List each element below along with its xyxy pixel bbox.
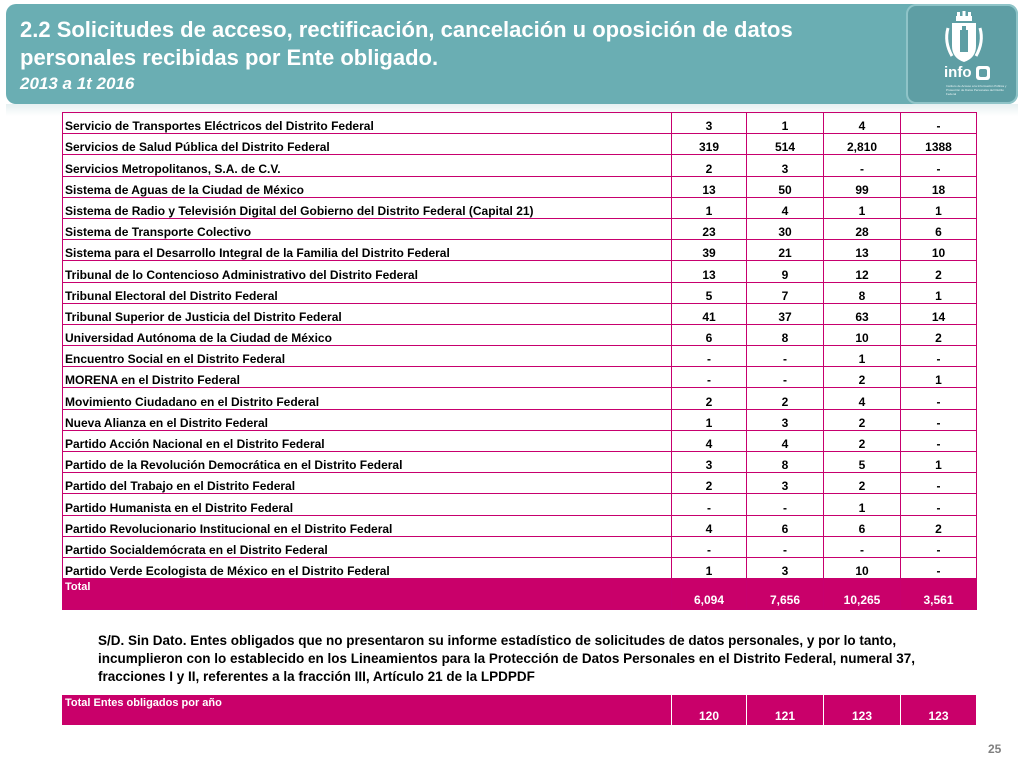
value-cell: 1: [901, 197, 977, 218]
entity-name-cell: Sistema de Transporte Colectivo: [63, 218, 672, 239]
entity-name-cell: Servicio de Transportes Eléctricos del Distrito Federal: [63, 113, 672, 134]
table-row: [63, 346, 977, 367]
value-cell: 3: [747, 409, 824, 430]
value-cell: -: [672, 494, 747, 515]
value-cell: 99: [824, 176, 901, 197]
value-cell: 1: [672, 197, 747, 218]
entity-name-cell: Universidad Autónoma de la Ciudad de México: [63, 324, 672, 345]
entity-name-cell: Movimiento Ciudadano en el Distrito Federal: [63, 388, 672, 409]
entity-name-cell: Tribunal Electoral del Distrito Federal: [63, 282, 672, 303]
value-cell: -: [901, 346, 977, 367]
total-value: 6,094: [672, 579, 747, 610]
table-row: [63, 282, 977, 303]
totals-by-year-table: [62, 694, 977, 726]
table-row: [63, 155, 977, 176]
value-cell: 2: [901, 515, 977, 536]
value-cell: 4: [672, 430, 747, 451]
entity-name-cell: Encuentro Social en el Distrito Federal: [63, 346, 672, 367]
entity-name-cell: Partido Revolucionario Institucional en el Distrito Federal: [63, 515, 672, 536]
table-row: [63, 430, 977, 451]
value-cell: 10: [824, 324, 901, 345]
value-cell: 6: [824, 515, 901, 536]
value-cell: 4: [672, 515, 747, 536]
value-cell: 3: [672, 452, 747, 473]
value-cell: 6: [747, 515, 824, 536]
header-banner: [6, 4, 1018, 104]
value-cell: 1: [901, 367, 977, 388]
total-label: Total: [63, 579, 672, 610]
value-cell: -: [747, 494, 824, 515]
value-cell: 3: [672, 113, 747, 134]
footnote: S/D. Sin Dato. Entes obligados que no presentaron su informe estadístico de solicitudes de datos personales, y por lo tanto, incumplieron con lo establecido en los Lineamientos para la Protección de Datos Personales en el Distrito Federal, numeral 37, fracciones I y II, referentes a la fracción III, Artículo 21 de la LPDPDF: [98, 633, 915, 684]
value-cell: 4: [747, 430, 824, 451]
totals-by-year-value: 123: [824, 695, 901, 726]
totals-by-year-value: 123: [901, 695, 977, 726]
value-cell: 4: [747, 197, 824, 218]
value-cell: 14: [901, 303, 977, 324]
entity-name-cell: Sistema de Aguas de la Ciudad de México: [63, 176, 672, 197]
value-cell: 1: [824, 197, 901, 218]
page-subtitle: 2013 a 1t 2016: [20, 74, 135, 93]
value-cell: 1: [824, 346, 901, 367]
value-cell: 21: [747, 240, 824, 261]
table-row: [63, 113, 977, 134]
value-cell: -: [672, 536, 747, 557]
table-row: [63, 176, 977, 197]
value-cell: -: [901, 536, 977, 557]
value-cell: 5: [824, 452, 901, 473]
value-cell: -: [901, 557, 977, 578]
table-row: [63, 557, 977, 578]
value-cell: 2: [824, 409, 901, 430]
requests-table: [62, 112, 977, 610]
entity-name-cell: Nueva Alianza en el Distrito Federal: [63, 409, 672, 430]
totals-by-year-value: 121: [747, 695, 824, 726]
value-cell: 8: [824, 282, 901, 303]
value-cell: 1: [824, 494, 901, 515]
table-row: [63, 324, 977, 345]
value-cell: 5: [672, 282, 747, 303]
value-cell: 2: [672, 473, 747, 494]
value-cell: 2: [901, 324, 977, 345]
value-cell: 2: [824, 473, 901, 494]
value-cell: 13: [672, 261, 747, 282]
table-row: [63, 515, 977, 536]
value-cell: 13: [824, 240, 901, 261]
value-cell: 1: [747, 113, 824, 134]
value-cell: -: [901, 113, 977, 134]
value-cell: -: [901, 388, 977, 409]
entity-name-cell: Partido del Trabajo en el Distrito Federal: [63, 473, 672, 494]
value-cell: 1: [901, 452, 977, 473]
value-cell: -: [901, 409, 977, 430]
value-cell: -: [901, 473, 977, 494]
entity-name-cell: Sistema para el Desarrollo Integral de la Familia del Distrito Federal: [63, 240, 672, 261]
entity-name-cell: Partido de la Revolución Democrática en el Distrito Federal: [63, 452, 672, 473]
entity-name-cell: Sistema de Radio y Televisión Digital del Gobierno del Distrito Federal (Capital 21): [63, 197, 672, 218]
table-row: [63, 409, 977, 430]
value-cell: 10: [824, 557, 901, 578]
value-cell: -: [824, 536, 901, 557]
value-cell: 23: [672, 218, 747, 239]
value-cell: -: [747, 346, 824, 367]
page-title-line-2: personales recibidas por Ente obligado.: [20, 45, 439, 70]
table-row: [63, 134, 977, 155]
entity-name-cell: Partido Socialdemócrata en el Distrito Federal: [63, 536, 672, 557]
value-cell: 1: [672, 409, 747, 430]
value-cell: 39: [672, 240, 747, 261]
totals-by-year-label: Total Entes obligados por año: [63, 695, 672, 726]
value-cell: -: [747, 536, 824, 557]
total-row: [63, 579, 977, 610]
value-cell: 1388: [901, 134, 977, 155]
value-cell: 3: [747, 473, 824, 494]
value-cell: 8: [747, 324, 824, 345]
value-cell: 18: [901, 176, 977, 197]
entity-name-cell: Servicios Metropolitanos, S.A. de C.V.: [63, 155, 672, 176]
value-cell: 2,810: [824, 134, 901, 155]
value-cell: 37: [747, 303, 824, 324]
value-cell: 3: [747, 557, 824, 578]
value-cell: -: [901, 430, 977, 451]
value-cell: 2: [672, 155, 747, 176]
value-cell: 4: [824, 113, 901, 134]
logo-fine-print: Instituto de Acceso a la Información Pública y Protección de Datos Personales del Distrito Federal: [946, 84, 1007, 96]
total-value: 10,265: [824, 579, 901, 610]
info-logo: [906, 4, 1018, 104]
value-cell: 1: [901, 282, 977, 303]
entity-name-cell: Partido Acción Nacional en el Distrito Federal: [63, 430, 672, 451]
value-cell: 2: [901, 261, 977, 282]
entity-name-cell: Tribunal de lo Contencioso Administrativo del Distrito Federal: [63, 261, 672, 282]
value-cell: 10: [901, 240, 977, 261]
value-cell: 12: [824, 261, 901, 282]
entity-name-cell: Partido Humanista en el Distrito Federal: [63, 494, 672, 515]
value-cell: 2: [672, 388, 747, 409]
value-cell: -: [824, 155, 901, 176]
table-row: [63, 261, 977, 282]
page-title-line-1: 2.2 Solicitudes de acceso, rectificación, cancelación u oposición de datos: [20, 17, 793, 42]
table-row: [63, 218, 977, 239]
entity-name-cell: Partido Verde Ecologista de México en el Distrito Federal: [63, 557, 672, 578]
value-cell: -: [672, 367, 747, 388]
value-cell: -: [901, 494, 977, 515]
value-cell: 13: [672, 176, 747, 197]
table-row: [63, 494, 977, 515]
value-cell: 8: [747, 452, 824, 473]
value-cell: 514: [747, 134, 824, 155]
value-cell: 7: [747, 282, 824, 303]
value-cell: 4: [824, 388, 901, 409]
value-cell: 30: [747, 218, 824, 239]
value-cell: 41: [672, 303, 747, 324]
value-cell: 1: [672, 557, 747, 578]
table-row: [63, 536, 977, 557]
entity-name-cell: Tribunal Superior de Justicia del Distrito Federal: [63, 303, 672, 324]
value-cell: 319: [672, 134, 747, 155]
table-row: [63, 367, 977, 388]
table-row: [63, 303, 977, 324]
value-cell: -: [747, 367, 824, 388]
value-cell: 28: [824, 218, 901, 239]
value-cell: 50: [747, 176, 824, 197]
value-cell: 6: [672, 324, 747, 345]
table-row: [63, 197, 977, 218]
value-cell: 6: [901, 218, 977, 239]
page-number: 25: [988, 742, 1002, 756]
entity-name-cell: Servicios de Salud Pública del Distrito Federal: [63, 134, 672, 155]
header-text: [20, 16, 793, 95]
value-cell: 63: [824, 303, 901, 324]
totals-by-year-row: [63, 695, 977, 726]
entity-name-cell: MORENA en el Distrito Federal: [63, 367, 672, 388]
table-row: [63, 240, 977, 261]
value-cell: -: [901, 155, 977, 176]
table-row: [63, 452, 977, 473]
total-value: 3,561: [901, 579, 977, 610]
table-row: [63, 473, 977, 494]
value-cell: 2: [824, 430, 901, 451]
value-cell: -: [672, 346, 747, 367]
table-row: [63, 388, 977, 409]
logo-wordmark: info: [944, 64, 972, 81]
totals-by-year-value: 120: [672, 695, 747, 726]
value-cell: 2: [747, 388, 824, 409]
value-cell: 9: [747, 261, 824, 282]
total-value: 7,656: [747, 579, 824, 610]
value-cell: 3: [747, 155, 824, 176]
value-cell: 2: [824, 367, 901, 388]
